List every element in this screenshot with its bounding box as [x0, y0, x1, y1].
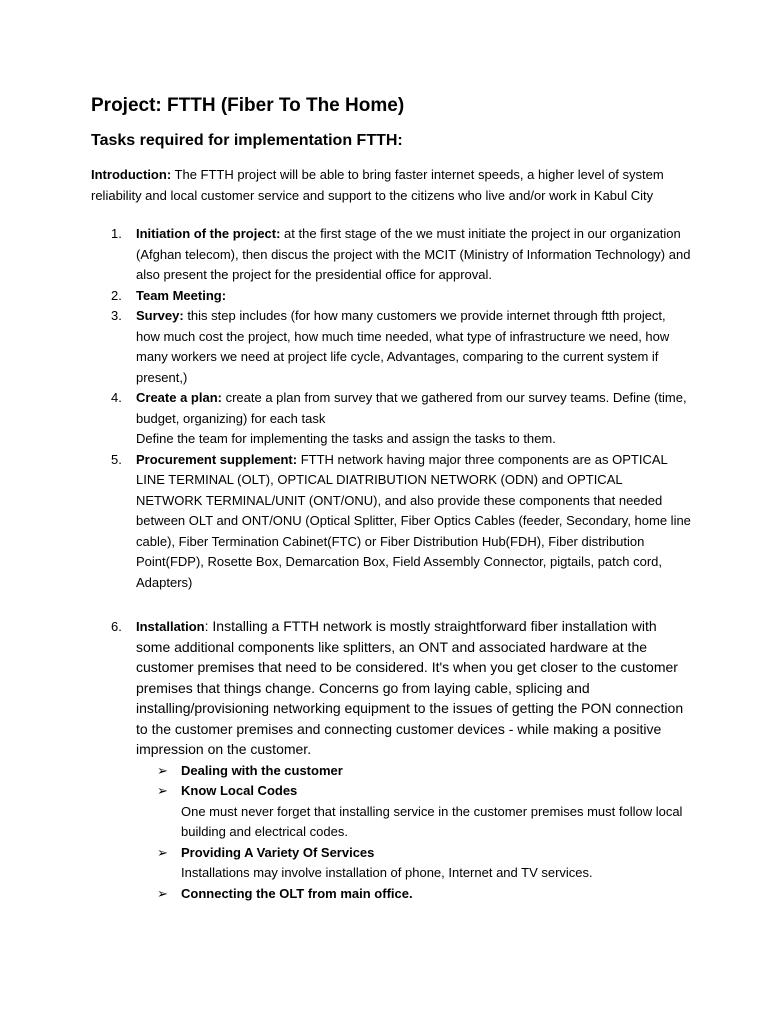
task-number: 5.: [111, 451, 122, 467]
task-text: FTTH network having major three components are as OPTICAL LINE TERMINAL (OLT), OPTICAL DIATRIBUTION NETWORK (ODN) and OPTICAL NETWORK TERMINAL/UNIT (ONT/ONU), and also provide these components that needed between OLT and ONT/ONU (Optical Splitter, Fiber Optics Cables (feeder, Secondary, home line cable), Fiber Termination Cabinet(FTC) or Fiber Distribution Hub(FDH), Fiber distribution Point(FDP), Rosette Box, Demarcation Box, Field Assembly Connector, pigtails, patch cord, Adapters): [136, 451, 691, 590]
task-item-installation: [91, 617, 691, 904]
sublist-item-title: Connecting the OLT from main office.: [181, 885, 413, 901]
introduction-paragraph: [91, 165, 691, 206]
task-text: create a plan from survey that we gathered from our survey teams. Define (time, budget, organizing) for each task: [136, 390, 687, 426]
sublist-item-dealing: [136, 761, 691, 782]
task-term: Survey:: [136, 308, 184, 323]
sublist-item-desc: Installations may involve installation of phone, Internet and TV services.: [181, 865, 593, 880]
task-term: Initiation of the project:: [136, 226, 281, 241]
task-term: Installation: [136, 619, 205, 634]
task-item-team-meeting: [91, 286, 691, 307]
arrow-bullet-icon: ➢: [157, 783, 168, 798]
installation-paragraph: [136, 618, 683, 757]
sublist-item-title: Providing A Variety Of Services: [181, 844, 375, 860]
sublist-item-olt: [136, 884, 691, 905]
page-title: Project: FTTH (Fiber To The Home): [91, 95, 405, 116]
task-text: : Installing a FTTH network is mostly straightforward fiber installation with some additional components like splitters, an ONT and associated hardware at the customer premises that need to be considered. It's when you get closer to the customer premises that things change. Concerns go from laying cable, splicing and installing/provisioning networking equipment to the issues of getting the PON connection to the customer premises and connecting customer devices - while making a positive impression on the customer.: [136, 618, 684, 757]
task-term: Procurement supplement:: [136, 451, 298, 467]
page-subtitle: Tasks required for implementation FTTH:: [91, 132, 403, 149]
introduction-label: Introduction:: [91, 167, 172, 182]
task-term: Create a plan:: [136, 390, 222, 405]
arrow-bullet-icon: ➢: [157, 844, 168, 860]
task-item-initiation: [91, 224, 691, 286]
task-list: [91, 224, 691, 904]
sublist-item-local-codes: [136, 781, 691, 843]
sublist-item-title: Know Local Codes: [181, 783, 298, 798]
task-item-survey: [91, 306, 691, 388]
task-number: 3.: [111, 308, 122, 323]
arrow-bullet-icon: ➢: [157, 885, 168, 901]
task-extra-text: Define the team for implementing the tasks and assign the tasks to them.: [136, 431, 556, 446]
task-text: at the first stage of the we must initiate the project in our organization (Afghan telecom), then discus the project with the MCIT (Ministry of Information Technology) and also present the project for the presidential office for approval.: [136, 226, 691, 282]
task-item-create-plan: [91, 388, 691, 450]
sublist-item-services: [136, 843, 691, 884]
task-term: Team Meeting:: [136, 287, 227, 303]
introduction-text: The FTTH project will be able to bring faster internet speeds, a higher level of system reliability and local customer service and support to the citizens who live and/or work in Kabul City: [91, 167, 664, 203]
task-number: 4.: [111, 390, 122, 405]
task-number: 6.: [111, 619, 122, 634]
sublist-item-title: Dealing with the customer: [181, 762, 343, 778]
task-number: 1.: [111, 226, 122, 241]
arrow-bullet-icon: ➢: [157, 762, 168, 778]
installation-sublist: [136, 761, 691, 905]
task-number: 2.: [111, 287, 122, 303]
sublist-item-desc: One must never forget that installing service in the customer premises must follow local building and electrical codes.: [181, 803, 683, 839]
task-item-procurement: [91, 450, 691, 594]
task-text: this step includes (for how many customers we provide internet through ftth project, how much cost the project, how much time needed, what type of infrastructure we need, how many workers we need at project life cycle, Advantages, comparing to the current system if present,): [136, 308, 670, 385]
